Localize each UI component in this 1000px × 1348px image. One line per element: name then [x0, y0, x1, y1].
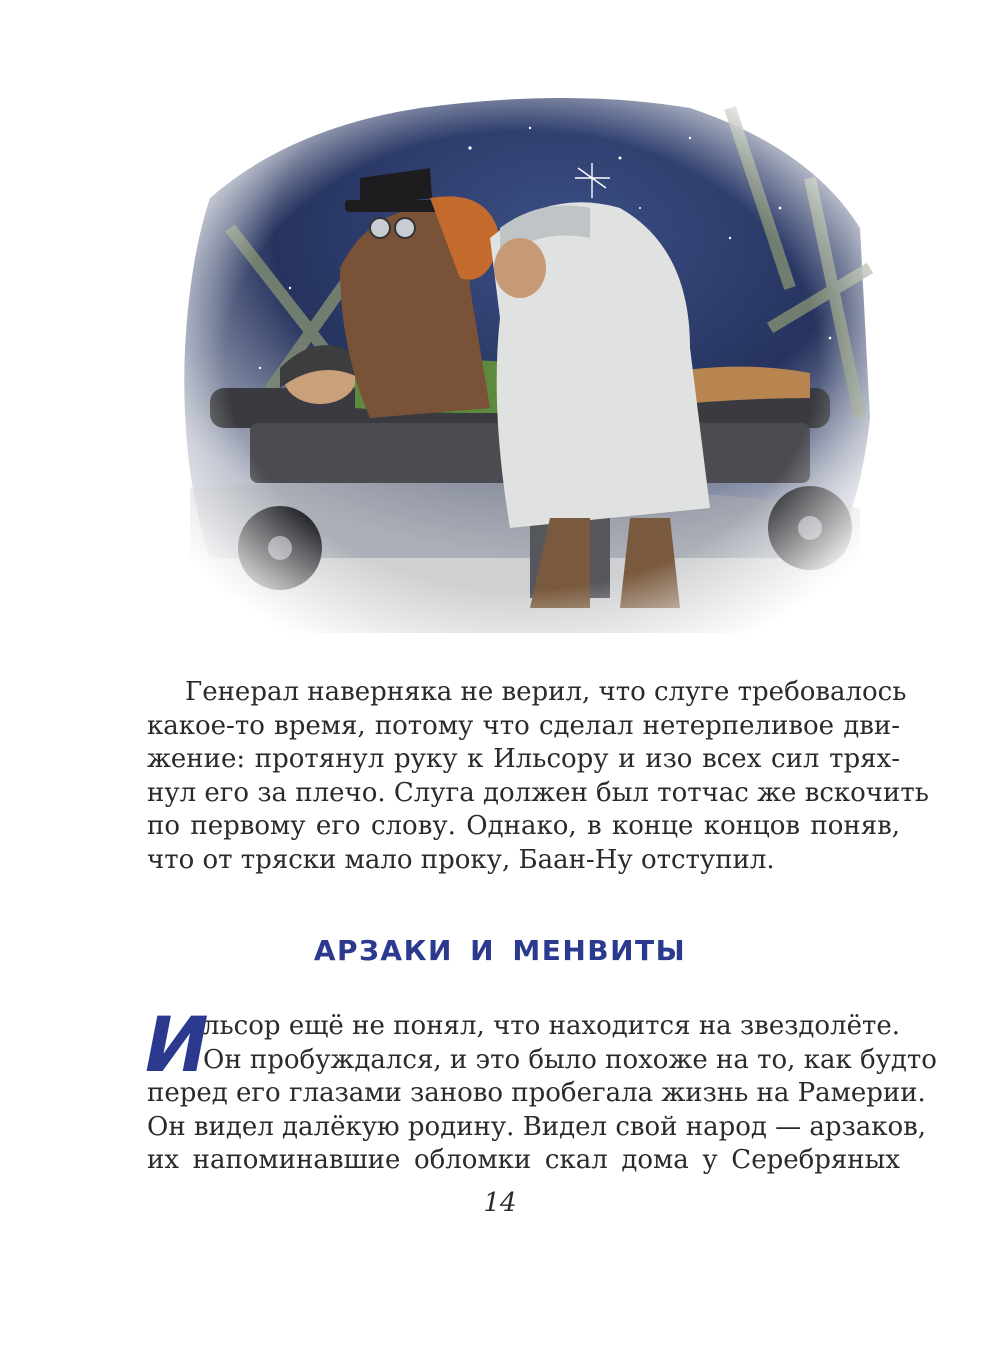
text-line: Он пробуждался, и это было похоже на то, как будто — [203, 1044, 937, 1075]
text-line: Генерал наверняка не верил, что слуге требовалось — [185, 677, 907, 707]
text-line: перед его глазами заново пробегала жизнь на Рамерии. — [147, 1078, 926, 1108]
text-line: что от тряски мало проку, Баан-Ну отступил. — [147, 844, 775, 875]
text-line: их напоминавшие обломки скал дома у Серебряных — [147, 1145, 900, 1175]
text-line: по первому его слову. Однако, в конце концов поняв, — [147, 811, 900, 841]
text-line: льсор ещё не понял, что находится на звездолёте. — [203, 1011, 900, 1041]
illustration — [170, 88, 875, 633]
paragraph-2 — [145, 1000, 937, 1178]
text-line: какое-то время, потому что сделал нетерпеливое дви- — [147, 710, 900, 741]
text-line: Он видел далёкую родину. Видел свой народ — арзаков, — [147, 1111, 927, 1142]
illustration-image — [170, 88, 875, 633]
section-title: АРЗАКИ И МЕНВИТЫ — [313, 934, 687, 967]
drop-cap: И — [145, 1000, 209, 1089]
text-line: нул его за плечо. Слуга должен был тотчас же вскочить — [147, 777, 929, 808]
page-number: 14 — [483, 1188, 517, 1218]
paragraph-1 — [147, 676, 929, 877]
text-line: жение: протянул руку к Ильсору и изо всех сил трях- — [147, 744, 900, 774]
